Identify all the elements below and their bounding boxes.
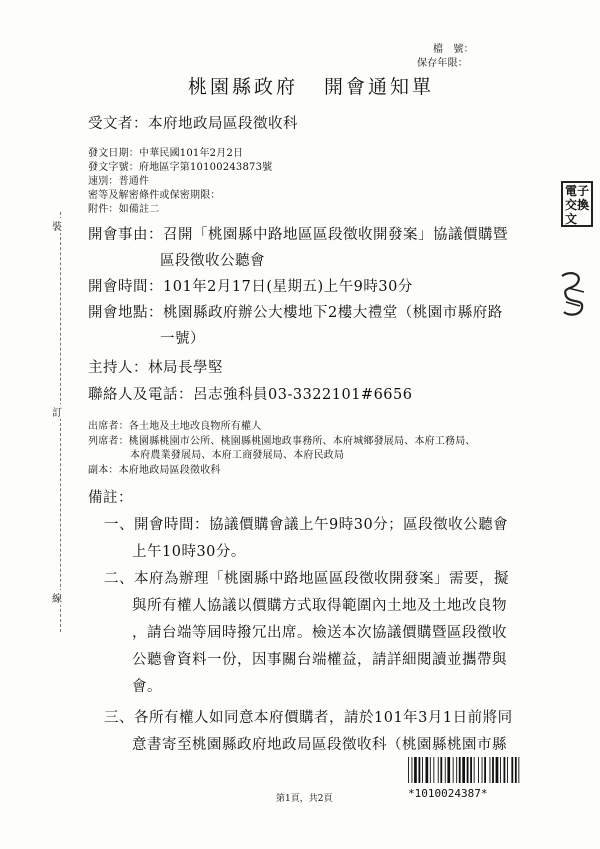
doc-number-label: 檔 號： <box>433 44 474 55</box>
electronic-exchange-seal: 電子交換文 <box>561 181 593 227</box>
meeting-subject-line2: 區段徵收公聽會 <box>160 253 265 269</box>
issue-date: 發文日期：中華民國101年2月2日 <box>88 148 244 159</box>
note-3-line2: 意書寄至桃園縣政府地政局區段徵收科（桃園縣桃園市縣 <box>132 737 507 753</box>
note-3-line1: 三、各所有權人如同意本府價購者，請於101年3月1日前將同 <box>104 710 513 726</box>
note-2-line1: 二、本府為辦理「桃園縣中路地區區段徵收開發案」需要，擬 <box>104 571 509 587</box>
retention-period-label: 保存年限： <box>417 58 468 69</box>
binding-mark-middle: 訂 <box>52 404 62 419</box>
note-2-line5: 會。 <box>132 679 162 695</box>
meeting-place-line1: 開會地點：桃園縣政府辦公大樓地下2樓大禮堂（桃園市縣府路 <box>88 305 503 321</box>
note-2-line4: 公聽會資料一份，因事關台端權益，請詳細閱讀並攜帶與 <box>132 652 507 668</box>
attachments: 附件：如備註二 <box>88 204 160 215</box>
barcode <box>408 757 520 783</box>
meeting-place-line2: 一號） <box>160 331 205 347</box>
meeting-subject-line1: 開會事由：召開「桃園縣中路地區區段徵收開發案」協議價購暨 <box>88 227 508 243</box>
urgency: 速別：普通件 <box>88 176 150 187</box>
notes-label: 備註： <box>88 490 133 506</box>
recipient: 受文者：本府地政局區段徵收科 <box>88 116 298 132</box>
observers-line2: 本府農業發展局、本府工商發展局、本府民政局 <box>130 450 345 461</box>
handwritten-mark <box>556 268 590 320</box>
page-title <box>188 72 434 99</box>
meeting-time: 開會時間：101年2月17日(星期五)上午9時30分 <box>88 279 413 295</box>
binding-line <box>60 212 61 632</box>
document-type: 開會通知單 <box>324 76 435 98</box>
document-number: 發文字號：府地區字第10100243873號 <box>88 162 273 173</box>
issuing-org: 桃園縣政府 <box>188 76 299 98</box>
observers-line1: 列席者：桃園縣桃園市公所、桃園縣桃園地政事務所、本府城鄉發展局、本府工務局、 <box>88 436 476 447</box>
note-2-line2: 與所有權人協議以價購方式取得範圍內土地及土地改良物 <box>132 598 507 614</box>
barcode-number: *1010024387* <box>408 787 488 800</box>
page-number: 第1頁，共2頁 <box>276 794 333 804</box>
chairperson: 主持人：林局長學堅 <box>88 360 223 376</box>
note-1-line2: 上午10時30分。 <box>132 544 246 560</box>
note-1-line1: 一、開會時間：協議價購會議上午9時30分；區段徵收公聽會 <box>104 517 509 533</box>
note-2-line3: ，請台端等屆時撥冗出席。檢送本次協議價購暨區段徵收 <box>132 625 507 641</box>
binding-mark-bottom: 線 <box>52 590 62 605</box>
binding-mark-top: 裝 <box>52 218 62 233</box>
attendees: 出席者：各土地及土地改良物所有權人 <box>88 421 262 432</box>
confidentiality: 密等及解密條件或保密期限： <box>88 190 221 201</box>
carbon-copy: 副本：本府地政局區段徵收科 <box>88 465 221 476</box>
contact-person: 聯絡人及電話：呂志強科員03-3322101#6656 <box>88 387 413 403</box>
